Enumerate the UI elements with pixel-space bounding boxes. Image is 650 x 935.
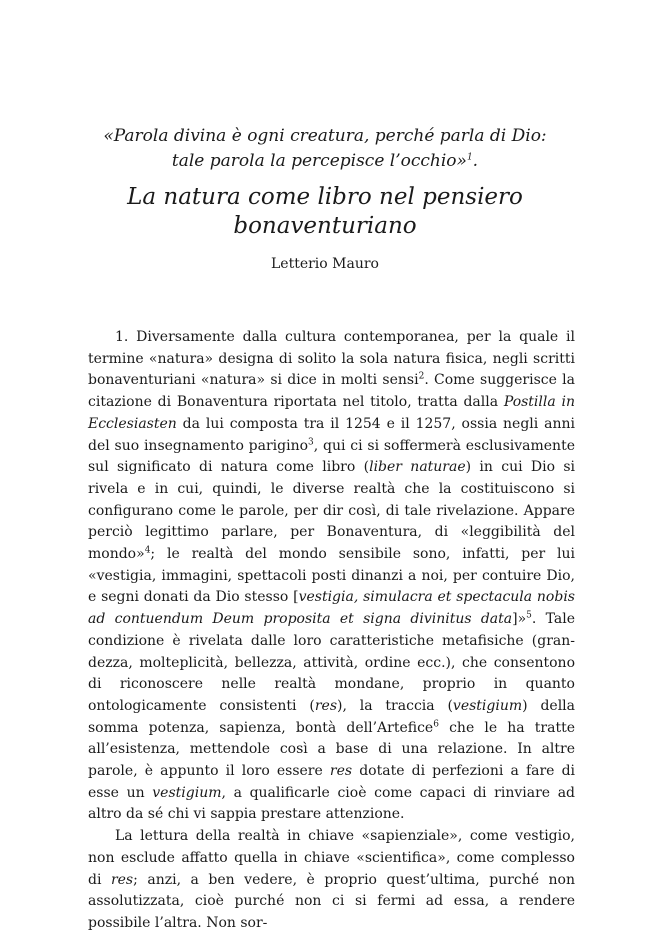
footnote-ref-2: 2 — [418, 371, 425, 382]
footnote-ref-1: 1 — [466, 152, 473, 163]
title-line-2: bonaventuriano — [233, 213, 417, 239]
footnote-ref-5: 5 — [526, 610, 532, 621]
italic-run: res — [314, 697, 338, 714]
text-run: ]» — [512, 611, 527, 628]
text-run: ; le realtà del mondo sensibile sono, infatti, per lui «vestigia, immagini, spettacoli posti dinanzi a noi, per contuire Dio, e segni donati da Dio stesso [ — [88, 546, 575, 606]
italic-run: res — [329, 763, 353, 780]
footnote-ref-3: 3 — [308, 436, 314, 447]
title-line-1: La natura come libro nel pensiero — [127, 184, 523, 210]
italic-run: Postilla in Ecclesiasten — [88, 394, 575, 432]
text-run: ), la traccia ( — [337, 697, 453, 714]
epigraph-line-2-text: tale parola la percepisce l’occhio» — [171, 151, 467, 171]
author-name: Letterio Mauro — [271, 256, 379, 272]
text-run: che le ha tratte all’esistenza, mettendole così a base di una relazione. In altre parole, è appunto il loro essere — [88, 719, 575, 780]
text-run: La lettura della realtà in chiave «sapienziale», come vestigio, non esclude affatto quella in chiave «scientifica», come complesso di — [88, 828, 575, 888]
text-run: da lui composta tra il 1254 e il 1257, ossia negli anni del suo insegnamento parigino — [88, 415, 575, 454]
epigraph-line-2 — [0, 149, 650, 174]
text-run: dotate di perfezioni a fare di esse un — [88, 763, 576, 801]
text-run: , a qualificarle cioè come capaci di rinviare ad altro da sé chi vi sappia prestare attenzione. — [88, 784, 576, 823]
epigraph — [0, 124, 650, 174]
epigraph-period: . — [472, 151, 479, 171]
italic-run: vestigium — [152, 784, 222, 801]
italic-run: liber naturae — [369, 459, 466, 476]
article-title — [0, 183, 650, 241]
text-run: ) della somma potenza, sapienza, bontà dell’Artefice — [88, 697, 575, 736]
text-run: ; anzi, a ben vedere, è proprio quest’ultima, purché non assolutizzata, cioè purché non ci si fermi ad essa, a rendere possibile l’altra. Non sor- — [88, 871, 575, 931]
text-run: , qui ci si soffermerà esclusivamente sul significato di natura come libro ( — [88, 437, 575, 476]
footnote-ref-4: 4 — [144, 545, 151, 556]
article-body — [88, 327, 575, 935]
paragraph-1 — [88, 327, 575, 826]
text-run: . Tale condizione è rivelata dalle loro caratteristiche metafisiche (grandezza, molteplicità, bellezza, attività, ordine ecc.), che consentono di riconoscere nelle realtà mondane, proprio in quanto ontologicamente consistenti ( — [88, 611, 575, 714]
footnote-ref-6: 6 — [433, 719, 439, 729]
epigraph-line-1: «Parola divina è ogni creatura, perché parla di Dio: — [103, 126, 547, 146]
italic-run: vestigia, simulacra et spectacula nobis ad contuendum Deum proposita et signa divinitus data — [88, 589, 575, 628]
italic-run: res — [110, 871, 134, 888]
paragraph-2 — [88, 826, 575, 935]
text-run: ) in cui Dio si rivela e in cui, quindi, le diverse realtà che la costituiscono si configurano come le parole, per dir così, di tale rivelazione. Appare perciò legittimo parlare, per Bonaventura, di «leggibilità del mondo» — [88, 459, 575, 563]
text-run: . Come suggerisce la citazione di Bonaventura riportata nel titolo, tratta dalla — [88, 372, 575, 411]
italic-run: vestigium — [452, 697, 523, 714]
text-run: 1. Diversamente dalla cultura contemporanea, per la quale il termine «natura» designa di solito la sola natura fisica, negli scritti bonaventuriani «natura» si dice in molti sensi — [88, 329, 575, 389]
